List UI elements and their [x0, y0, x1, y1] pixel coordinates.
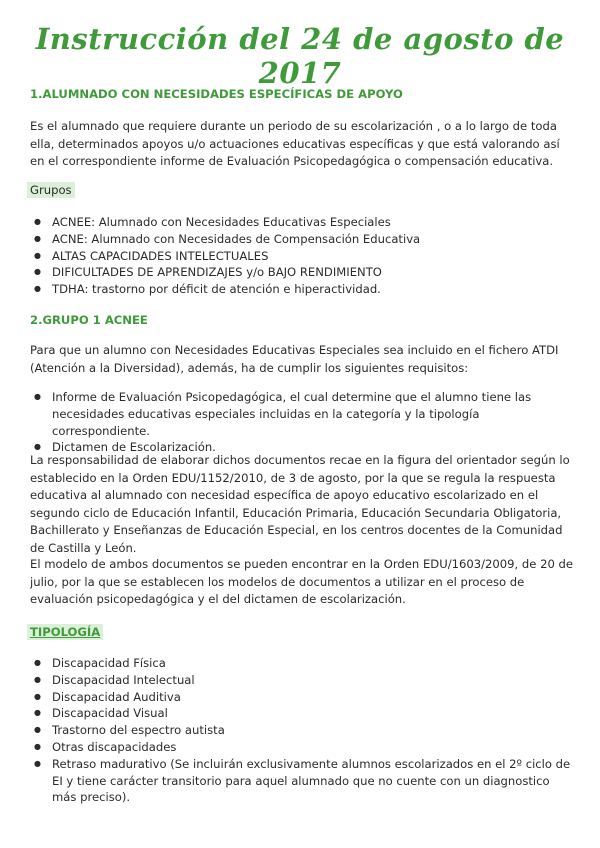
tipologia-heading: TIPOLOGÍA	[27, 624, 103, 640]
list-item: ● ALTAS CAPACIDADES INTELECTUALES	[30, 248, 575, 265]
requirements-list	[30, 389, 575, 456]
list-item: ● Retraso madurativo (Se incluirán exclusivamente alumnos escolarizados en el 2º ciclo de EI y tiene carácter transitorio para aquel alumnado que no cuente con un diagnostico más preciso).	[30, 756, 575, 806]
list-item: ● Otras discapacidades	[30, 739, 575, 756]
section1-heading: 1.ALUMNADO CON NECESIDADES ESPECÍFICAS DE APOYO	[30, 87, 403, 101]
list-item: ● Trastorno del espectro autista	[30, 722, 575, 739]
section2-para1: La responsabilidad de elaborar dichos documentos recae en la figura del orientador según lo establecido en la Orden EDU/1152/2010, de 3 de agosto, por la que se regula la respuesta educativa al alumnado con necesidad específica de apoyo educativo escolarizado en el segundo ciclo de Educación Infantil, Educación Primaria, Educación Secundaria Obligatoria, Bachillerato y Enseñanzas de Educación Especial, en los centros docentes de la Comunidad de Castilla y León.	[30, 453, 570, 555]
section2-heading: 2.GRUPO 1 ACNEE	[30, 313, 148, 327]
list-item: ● ACNEE: Alumnado con Necesidades Educativas Especiales	[30, 214, 575, 231]
list-item: ● Informe de Evaluación Psicopedagógica, el cual determine que el alumno tiene las necesidades educativas especiales incluidas en la categoría y la tipología correspondiente.	[30, 389, 575, 439]
groups-label: Grupos	[27, 182, 75, 198]
groups-label-wrap	[30, 182, 575, 200]
list-item: ● Discapacidad Visual	[30, 705, 575, 722]
list-item: ● ACNE: Alumnado con Necesidades de Compensación Educativa	[30, 231, 575, 248]
tipologia-list	[30, 655, 575, 806]
section2-intro: Para que un alumno con Necesidades Educativas Especiales sea incluido en el fichero ATDI (Atención a la Diversidad), además, ha de cumplir los siguientes requisitos:	[30, 343, 559, 375]
list-item: ● Dictamen de Escolarización.	[30, 439, 575, 456]
groups-list	[30, 214, 575, 298]
list-item: ● TDHA: trastorno por déficit de atención e hiperactividad.	[30, 281, 575, 298]
list-item: ● Discapacidad Intelectual	[30, 672, 575, 689]
section2-para2: El modelo de ambos documentos se pueden encontrar en la Orden EDU/1603/2009, de 20 de julio, por la que se establecen los modelos de documentos a utilizar en el proceso de evaluación psicopedagógica y el del dictamen de escolarización.	[30, 557, 573, 606]
tipologia-heading-wrap	[30, 624, 575, 642]
list-item: ● Discapacidad Auditiva	[30, 689, 575, 706]
list-item: ● DIFICULTADES DE APRENDIZAJES y/o BAJO RENDIMIENTO	[30, 264, 575, 281]
page-title: Instrucción del 24 de agosto de 2017	[35, 22, 565, 90]
section1-body: Es el alumnado que requiere durante un periodo de su escolarización , o a lo largo de toda ella, determinados apoyos u/o actuaciones educativas específicas y que está valorando así en el correspondiente informe de Evaluación Psicopedagógica o compensación educativa.	[30, 119, 560, 168]
list-item: ● Discapacidad Física	[30, 655, 575, 672]
